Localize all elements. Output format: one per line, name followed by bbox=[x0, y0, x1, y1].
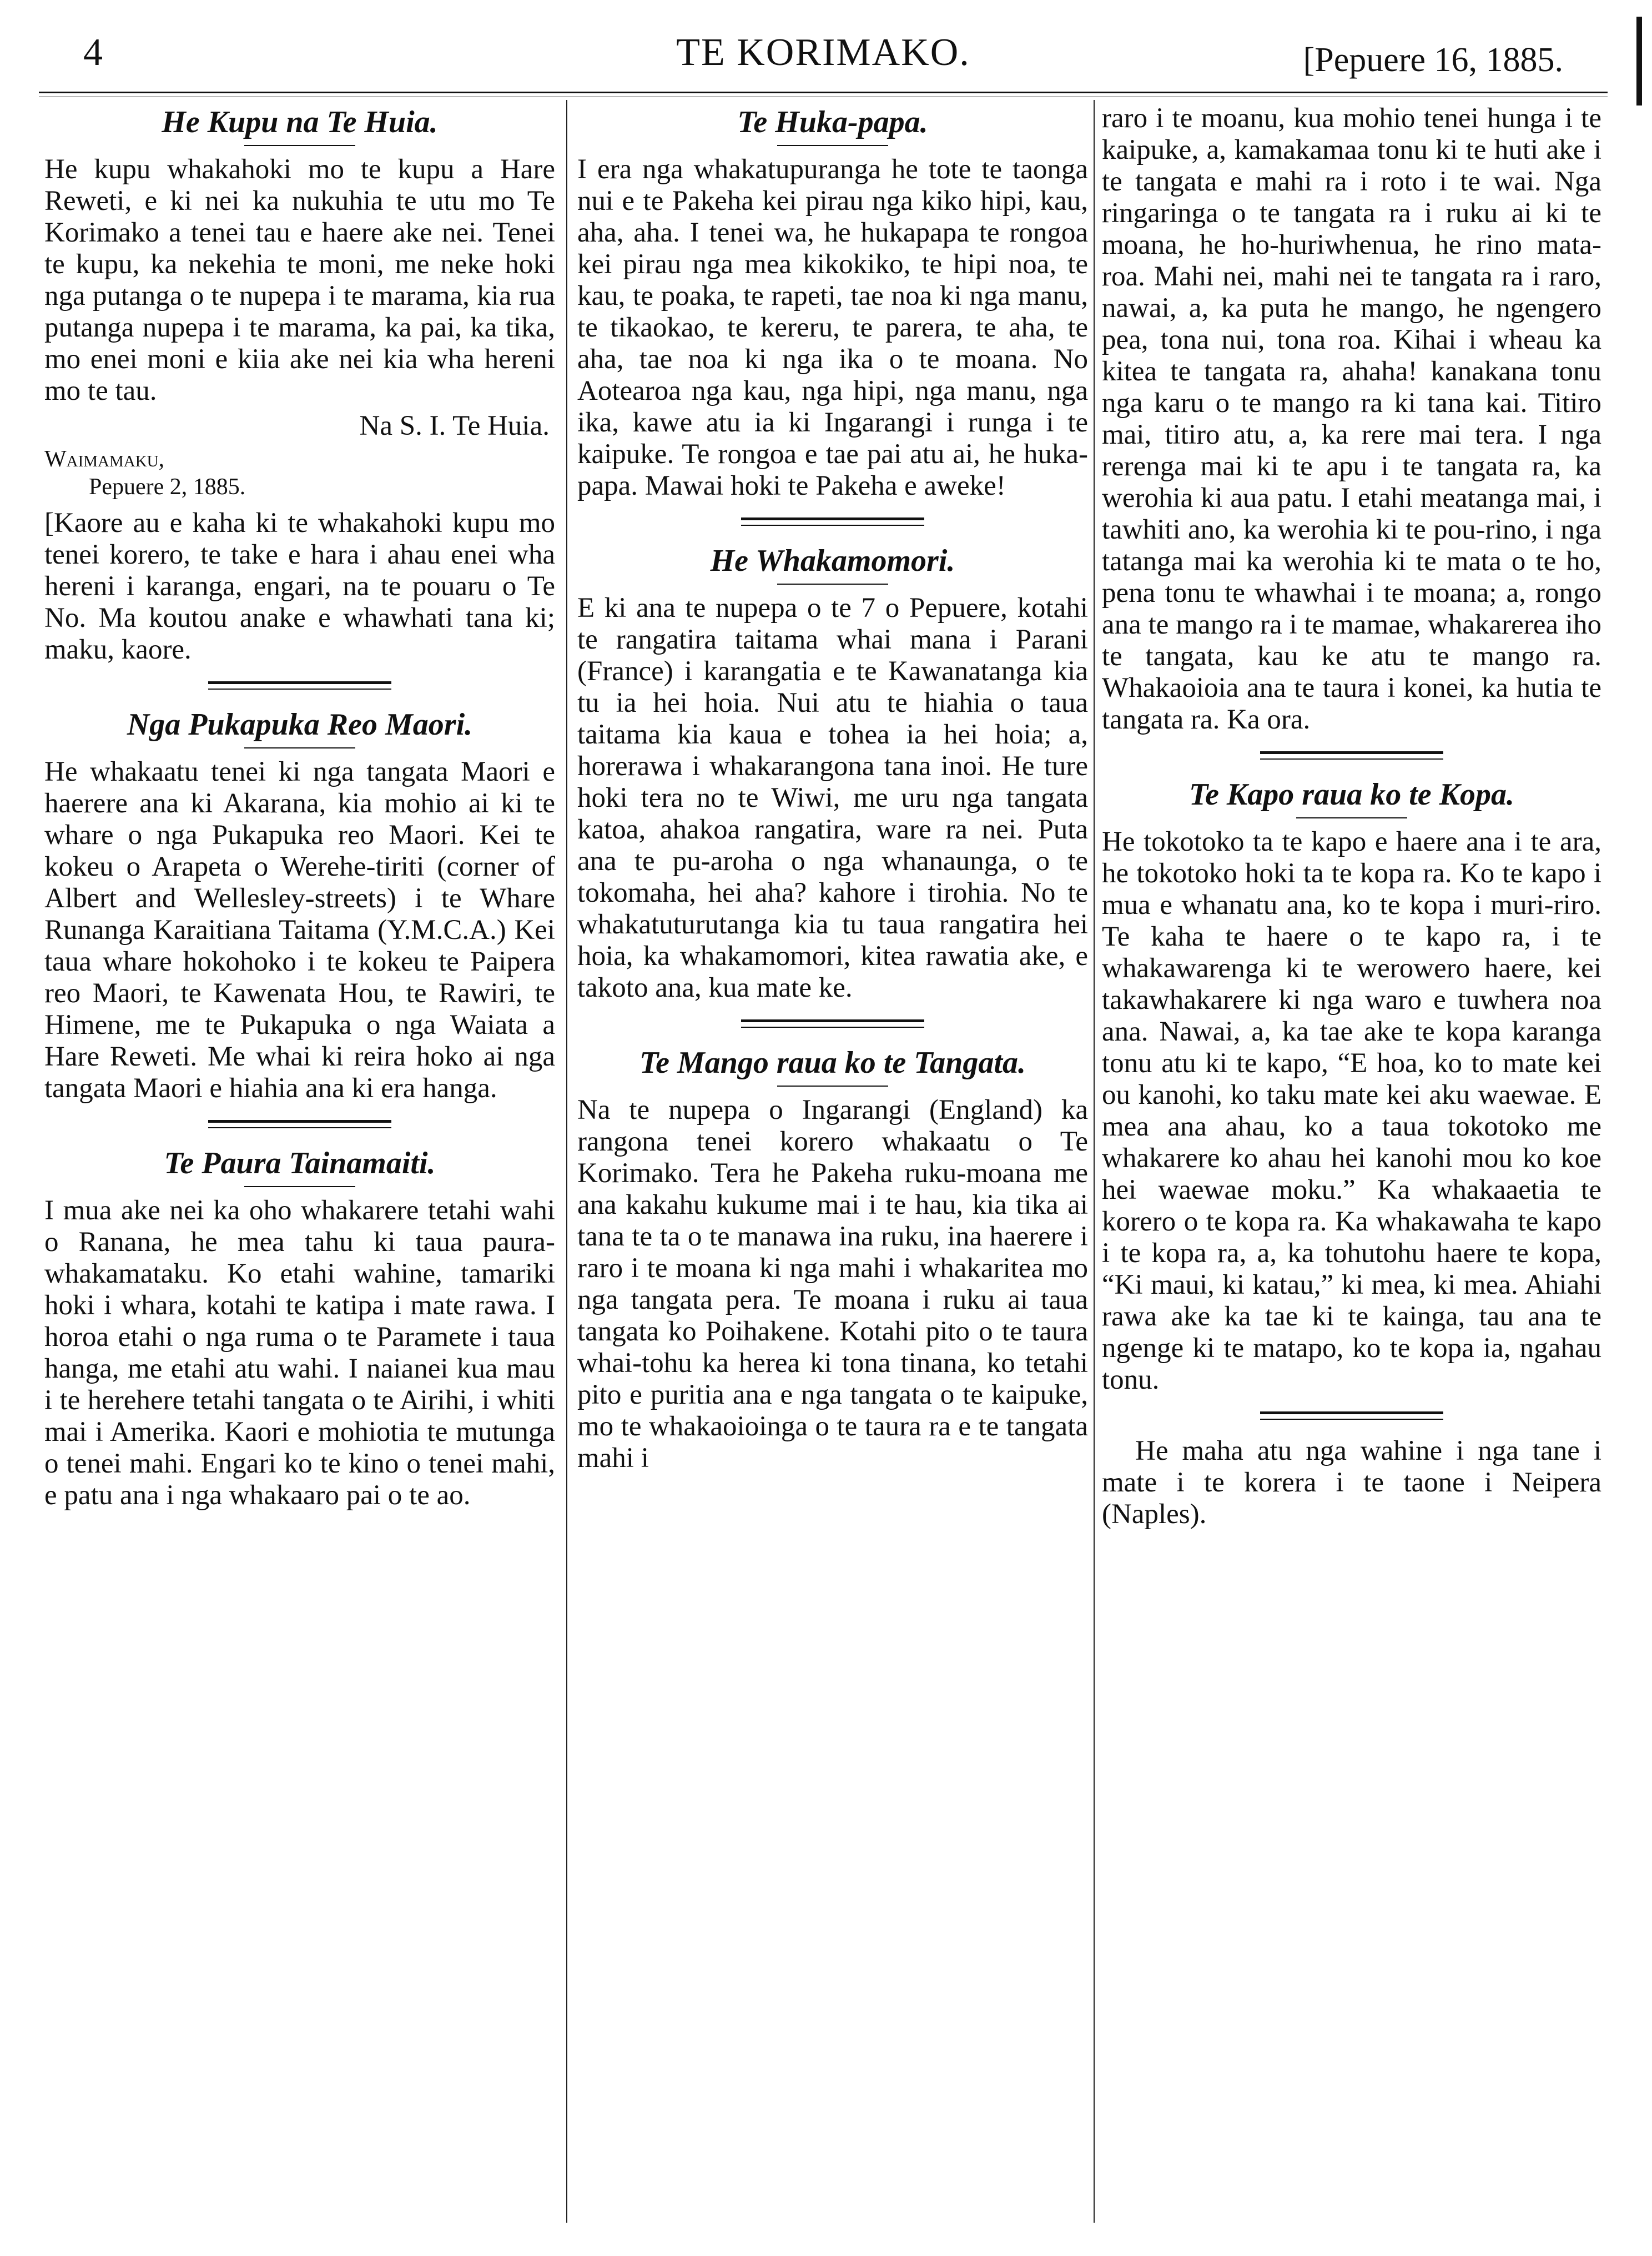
article-title: He Kupu na Te Huia. bbox=[162, 105, 438, 139]
article-body: I mua ake nei ka oho whakarere tetahi wahi o Ranana, he mea tahu ki taua paura-whakamataku. Ko etahi wahine, tamariki hoki i whara, kotahi te katipa i mate rawa. I horoa etahi o nga ruma o te Paramete i taua hanga, me etahi atu wahi. I naianei kua mau i te herehere tetahi tangata o te Airihi, i whiti mai i Amerika. Kaori e mohiotia te mutunga o tenei mahi. Engari ko te kino o tenei mahi, e patu ana i nga whakaaro pai o te ao. bbox=[44, 1195, 555, 1511]
section-divider bbox=[1260, 1411, 1443, 1420]
title-rule bbox=[244, 1186, 355, 1187]
article-body-continued: raro i te moanu, kua mohio tenei hunga i te kaipuke, a, kamakamaa tonu ki te huti ake i te tangata e mahi ra i roto i te wai. Nga ringaringa o te tangata ra i ruku ai ki te moana, he ho-huriwhenua, he rino mata-roa. Mahi nei, mahi nei te tangata ra i raro, nawai, a, ka puta he mango, he ngengero pea, tona nui, tona roa. Kihai i wheau ka kitea te tangata ra, ahaha! kanakana tonu nga karu o te mango ra ki tana kai. Titiro mai, titiro atu, a, ka rere mai tera. I nga rerenga mai ki te apu i te tangata ra, ka werohia ki aua patu. I etahi meatanga mai, i tawhiti ano, ka werohia ki te pou-rino, i nga tatanga mai ka werohia ki te mata o te ho, pena tonu te whawhai i te moana; a, rongo ana te mango ra i te mamae, whakarerea iho te tangata, kau ke atu te mango ra. Whakaoioia ana te taura i konei, ka hutia te tangata ra. Ka ora. bbox=[1102, 103, 1601, 735]
page-number: 4 bbox=[83, 31, 103, 74]
article-title: Te Paura Tainamaiti. bbox=[164, 1146, 436, 1180]
article-title: He Whakamomori. bbox=[710, 544, 955, 578]
section-divider bbox=[1260, 751, 1443, 760]
title-rule bbox=[1296, 817, 1407, 818]
article-body: Na te nupepa o Ingarangi (England) ka rangona tenei korero whakaatu o Te Korimako. Tera he Pakeha ruku-moana me ana kakahu kukume mai i te hau, kia tika ai tana te ta o te manawa ina ruku, ina haerere i raro i te moana ki nga mahi i whakaritea mo nga tangata pera. Te moana i ruku ai taua tangata ko Poihakene. Kotahi pito o te taura whai-tohu ka herea ki tona tinana, ko tetahi pito e puritia ana e nga tangata o te kaipuke, mo te whakaoioinga o te taura ra e te tangata mahi i bbox=[577, 1094, 1088, 1474]
signature: Na S. I. Te Huia. bbox=[359, 410, 550, 441]
column-3 bbox=[1102, 103, 1601, 2217]
news-item: He maha atu nga wahine i nga tane i mate i te korera i te taone i Neipera (Naples). bbox=[1102, 1435, 1601, 1530]
section-divider bbox=[741, 517, 924, 526]
section-divider bbox=[741, 1019, 924, 1028]
title-rule bbox=[777, 145, 888, 146]
page-edge-mark bbox=[1636, 17, 1642, 105]
column-1 bbox=[44, 103, 555, 2217]
article-title: Te Huka-papa. bbox=[737, 105, 928, 139]
newspaper-title: TE KORIMAKO. bbox=[676, 31, 970, 74]
article-title: Te Kapo raua ko te Kopa. bbox=[1189, 777, 1514, 812]
section-divider bbox=[208, 681, 391, 690]
title-rule bbox=[777, 1086, 888, 1087]
column-2 bbox=[577, 103, 1088, 2217]
section-divider bbox=[208, 1120, 391, 1128]
page-header bbox=[39, 25, 1608, 86]
article-body: E ki ana te nupepa o te 7 o Pepuere, kotahi te rangatira taitama whai mana i Parani (France) i karangatia e te Kawanatanga kia tu ia hei hoia. Nui atu te hiahia o taua taitama kia kaua e tohea ia hei hoia; a, horerawa i whakarangona tana inoi. He ture hoki tera no te Wiwi, me uru nga tangata katoa, ahakoa rangatira, ware ra nei. Puta ana te pu-aroha o nga whanaunga, o te tokomaha, hei aha? kahore i tirohia. No te whakatuturutanga kia tu taua rangatira hei hoia, ka whakamomori, kitea rawatia ake, e takoto ana, kua mate ke. bbox=[577, 592, 1088, 1003]
article-title: Te Mango raua ko te Tangata. bbox=[639, 1046, 1026, 1080]
article-title: Nga Pukapuka Reo Maori. bbox=[127, 707, 473, 742]
editor-note: [Kaore au e kaha ki te whakahoki kupu mo tenei korero, te take e hara i ahau enei wha hereni i karanga, engari, na te pouaru o Te No. Ma koutou anake e whawhati tana ki; maku, kaore. bbox=[44, 508, 555, 665]
article-body: He whakaatu tenei ki nga tangata Maori e haerere ana ki Akarana, kia mohio ai ki te whare o nga Pukapuka reo Maori. Kei te kokeu o Arapeta o Werehe-tiriti (corner of Albert and Wellesley-streets) i te Whare Runanga Karaitiana Taitama (Y.M.C.A.) Kei taua whare hokohoko i te kokeu te Paipera reo Maori, te Kawenata Hou, te Rawiri, te Himene, me te Pukapuka o nga Waiata a Hare Reweti. Me whai ki reira hoko ai nga tangata Maori e hiahia ana ki era hanga. bbox=[44, 756, 555, 1104]
column-divider bbox=[566, 100, 567, 2223]
title-rule bbox=[244, 747, 355, 748]
article-body: I era nga whakatupuranga he tote te taonga nui e te Pakeha kei pirau nga kiko hipi, kau, aha, aha. I tenei wa, he hukapapa te rongoa kei pirau nga mea kikokiko, te hipi noa, te kau, te poaka, te rapeti, tae noa ki nga manu, te tikaokao, te kereru, te parera, te aha, te aha, tae noa ki nga ika o te moana. No Aotearoa nga kau, nga hipi, nga manu, nga ika, kawe atu ia ki Ingarangi i runga i te kaipuke. Te rongoa e tae pai atu ai, he huka-papa. Mawai hoki te Pakeha e aweke! bbox=[577, 154, 1088, 501]
title-rule bbox=[244, 145, 355, 146]
header-rule bbox=[39, 92, 1608, 97]
dateline-place: Waimamaku, bbox=[44, 446, 165, 472]
title-rule bbox=[777, 584, 888, 585]
article-body: He kupu whakahoki mo te kupu a Hare Reweti, e ki nei ka nukuhia te utu mo Te Korimako a tenei tau e haere ake nei. Tenei te kupu, ka nekehia te moni, me neke hoki nga putanga o te nupepa i te marama, kia rua putanga nupepa i te marama, ka pai, ka tika, mo enei moni e kiia ake nei kia wha hereni mo te tau. bbox=[44, 154, 555, 406]
dateline-date: Pepuere 2, 1885. bbox=[89, 474, 246, 500]
article-body: He tokotoko ta te kapo e haere ana i te ara, he tokotoko hoki ta te kopa ra. Ko te kapo i mua e whanatu ana, ko te kopa i muri-riro. Te kaha te haere o te kapo ra, i te whakawarenga ki te werowero haere, kei takawhakarere ki nga waro e tuwhera noa ana. Nawai, a, ka tae ake te kopa karanga tonu atu ki te kapo, “E hoa, ko to mate kei ou kanohi, ko taku mate kei aku waewae. E mea ana ahau, ko a taua tokotoko me whakarere ko ahau hei kanohi mou ko koe hei waewae moku.” Ka whakaaetia te korero o te kopa ra. Ka whakawaha te kapo i te kopa ra, a, ka tohutohu haere te kopa, “Ki maui, ki katau,” ki mea, ki mea. Ahiahi rawa ake ka tae ki te kainga, tau ana te ngenge ki te matapo, ko te kopa ia, ngahau tonu. bbox=[1102, 826, 1601, 1395]
issue-date: [Pepuere 16, 1885. bbox=[1303, 41, 1563, 79]
column-divider bbox=[1094, 100, 1095, 2223]
